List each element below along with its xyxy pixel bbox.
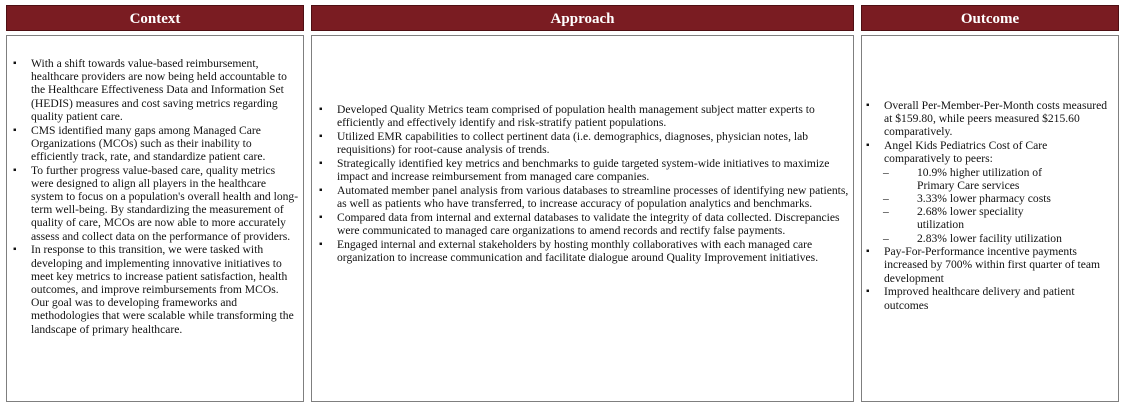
approach-bullet: ▪ Automated member panel analysis from various databases to streamline processes of identifying new patients, as well as patients who have transferred, to increase accuracy of population analytics and benchmarks. <box>337 184 849 210</box>
outcome-sub-item: – 2.68% lower speciality utilization <box>917 205 1067 231</box>
context-list <box>31 57 299 336</box>
outcome-sub-item: – 3.33% lower pharmacy costs <box>917 192 1067 205</box>
context-panel <box>6 35 304 402</box>
approach-bullet: ▪ Engaged internal and external stakeholders by hosting monthly collaboratives with each managed care organization to increase communication and facilitate dialogue around Quality Improvement initiatives. <box>337 238 849 264</box>
approach-bullet: ▪ Developed Quality Metrics team comprised of population health management subject matter experts to efficiently and effectively identify and risk-stratify patient populations. <box>337 103 849 129</box>
context-bullet: ▪ In response to this transition, we were tasked with developing and implementing innovative initiatives to meet key metrics to increase patient satisfaction, health outcomes, and improve reimbursements from MCOs. Our goal was to developing frameworks and methodologies that were scalable while transforming the landscape of primary healthcare. <box>31 243 299 335</box>
context-bullet: ▪ CMS identified many gaps among Managed Care Organizations (MCOs) such as their inability to efficiently track, rate, and standardize patient care. <box>31 124 299 164</box>
approach-header <box>311 5 854 31</box>
context-title: Context <box>129 11 181 27</box>
outcome-sub-item: – 2.83% lower facility utilization <box>917 232 1067 245</box>
outcome-header <box>861 5 1119 31</box>
approach-panel <box>311 35 854 402</box>
context-bullet: ▪ With a shift towards value-based reimbursement, healthcare providers are now being held accountable to the Healthcare Effectiveness Data and Information Set (HEDIS) measures and cost saving metrics regarding quality patient care. <box>31 57 299 123</box>
approach-bullet: ▪ Compared data from internal and external databases to validate the integrity of data collected. Discrepancies were communicated to managed care organizations to amend records and rectify false payments. <box>337 211 849 237</box>
context-bullet: ▪ To further progress value-based care, quality metrics were designed to align all players in the healthcare system to focus on a population's overall health and long-term well-being. By standardizing the measurement of quality of care, MCOs are now able to more accurately assess and collect data on the performance of providers. <box>31 164 299 243</box>
approach-list <box>337 103 849 264</box>
outcome-title: Outcome <box>960 11 1020 27</box>
outcome-bullet: ▪ Pay-For-Performance incentive payments increased by 700% within first quarter of team development <box>884 245 1116 285</box>
approach-bullet: ▪ Strategically identified key metrics and benchmarks to guide targeted system-wide initiatives to maximize impact and increase reimbursement from managed care companies. <box>337 157 849 183</box>
approach-title: Approach <box>550 11 615 27</box>
outcome-bullet-text: Angel Kids Pediatrics Cost of Care comparatively to peers: <box>884 139 1048 166</box>
outcome-bullet: ▪ Overall Per-Member-Per-Month costs measured at $159.80, while peers measured $215.60 comparatively. <box>884 99 1116 139</box>
approach-bullet: ▪ Utilized EMR capabilities to collect pertinent data (i.e. demographics, diagnoses, physician notes, lab requisitions) for root-cause analysis of trends. <box>337 130 849 156</box>
outcome-bullet: ▪ Improved healthcare delivery and patient outcomes <box>884 285 1116 311</box>
outcome-panel <box>861 35 1119 402</box>
outcome-sub-item: – 10.9% higher utilization of Primary Care services <box>917 166 1067 192</box>
outcome-sub-list <box>884 166 1067 245</box>
context-header <box>6 5 304 31</box>
outcome-bullet <box>884 139 1116 245</box>
outcome-list <box>884 99 1116 312</box>
